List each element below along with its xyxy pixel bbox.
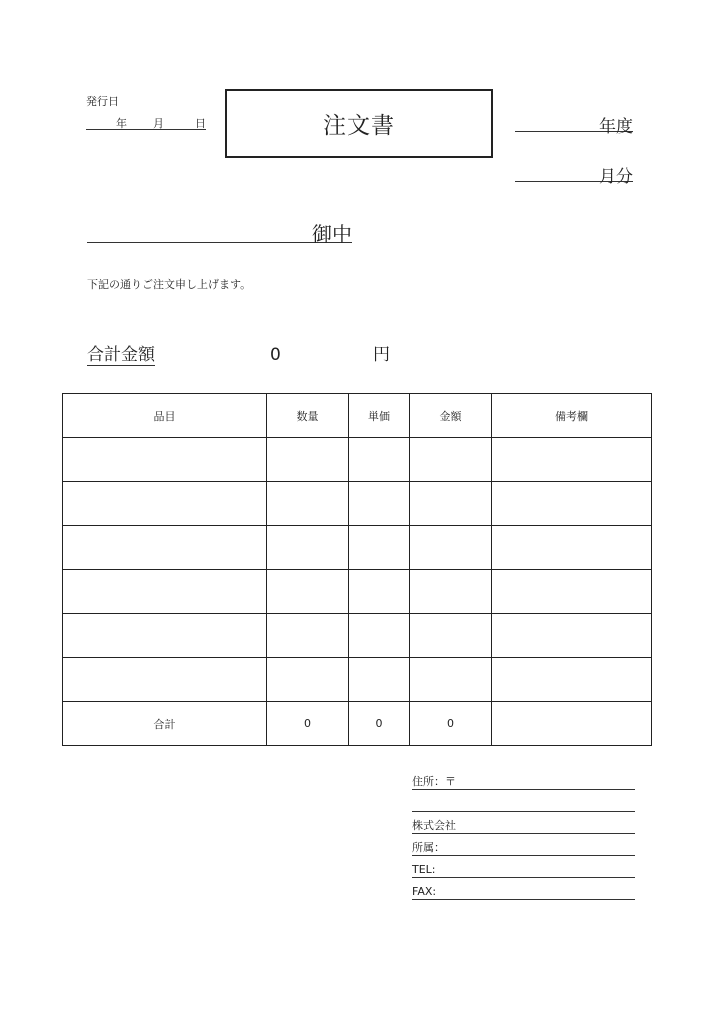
cell-amount[interactable] (410, 658, 492, 702)
cell-quantity[interactable] (267, 526, 349, 570)
table-row (63, 438, 652, 482)
sender-address-line2[interactable] (412, 796, 635, 812)
total-amount-value: 0 (270, 345, 281, 365)
day-char: 日 (195, 117, 206, 130)
sender-fax-field[interactable]: FAX: (412, 884, 635, 900)
cell-quantity[interactable] (267, 438, 349, 482)
document-title: 注文書 (225, 89, 493, 158)
table-row (63, 658, 652, 702)
month-portion-field[interactable]: 月分 (515, 162, 633, 182)
sender-department-field[interactable]: 所属： (412, 840, 635, 856)
cell-amount[interactable] (410, 614, 492, 658)
table-row (63, 526, 652, 570)
header-amount: 金額 (410, 394, 492, 438)
sender-tel-field[interactable]: TEL: (412, 862, 635, 878)
cell-quantity[interactable] (267, 658, 349, 702)
cell-item[interactable] (63, 658, 267, 702)
table-total-row (63, 702, 652, 746)
header-item: 品目 (63, 394, 267, 438)
cell-remarks[interactable] (492, 658, 652, 702)
table-row (63, 482, 652, 526)
cell-remarks[interactable] (492, 438, 652, 482)
table-row (63, 570, 652, 614)
cell-quantity[interactable] (267, 482, 349, 526)
cell-amount[interactable] (410, 482, 492, 526)
cell-unit-price[interactable] (349, 658, 410, 702)
total-label-cell: 合計 (63, 702, 267, 746)
cell-unit-price[interactable] (349, 526, 410, 570)
total-amount-cell: 0 (410, 702, 492, 746)
cell-unit-price[interactable] (349, 482, 410, 526)
cell-remarks[interactable] (492, 614, 652, 658)
total-amount-unit: 円 (373, 345, 390, 365)
sender-address-field[interactable]: 住所：〒 (412, 774, 635, 790)
recipient-field[interactable]: 御中 (87, 218, 352, 243)
cell-quantity[interactable] (267, 614, 349, 658)
total-unit-price-cell: 0 (349, 702, 410, 746)
sender-company-field[interactable]: 株式会社 (412, 818, 635, 834)
cell-item[interactable] (63, 482, 267, 526)
header-quantity: 数量 (267, 394, 349, 438)
cell-unit-price[interactable] (349, 614, 410, 658)
total-amount-label: 合計金額 (87, 345, 155, 365)
header-remarks: 備考欄 (492, 394, 652, 438)
table-row (63, 614, 652, 658)
cell-unit-price[interactable] (349, 438, 410, 482)
issue-date-field[interactable] (86, 115, 206, 130)
cell-quantity[interactable] (267, 570, 349, 614)
total-quantity-cell: 0 (267, 702, 349, 746)
cell-amount[interactable] (410, 570, 492, 614)
cell-remarks[interactable] (492, 570, 652, 614)
cell-remarks[interactable] (492, 526, 652, 570)
table-header-row (63, 394, 652, 438)
order-table (62, 393, 652, 746)
intro-text: 下記の通りご注文申し上げます。 (87, 278, 252, 291)
issue-date-label: 発行日 (86, 95, 119, 108)
header-unit-price: 単価 (349, 394, 410, 438)
cell-item[interactable] (63, 570, 267, 614)
cell-unit-price[interactable] (349, 570, 410, 614)
cell-item[interactable] (63, 438, 267, 482)
cell-item[interactable] (63, 614, 267, 658)
year-char: 年 (116, 117, 127, 130)
month-char: 月 (153, 117, 164, 130)
cell-amount[interactable] (410, 438, 492, 482)
cell-item[interactable] (63, 526, 267, 570)
fiscal-year-field[interactable]: 年度 (515, 112, 633, 132)
cell-amount[interactable] (410, 526, 492, 570)
total-remarks-cell[interactable] (492, 702, 652, 746)
cell-remarks[interactable] (492, 482, 652, 526)
